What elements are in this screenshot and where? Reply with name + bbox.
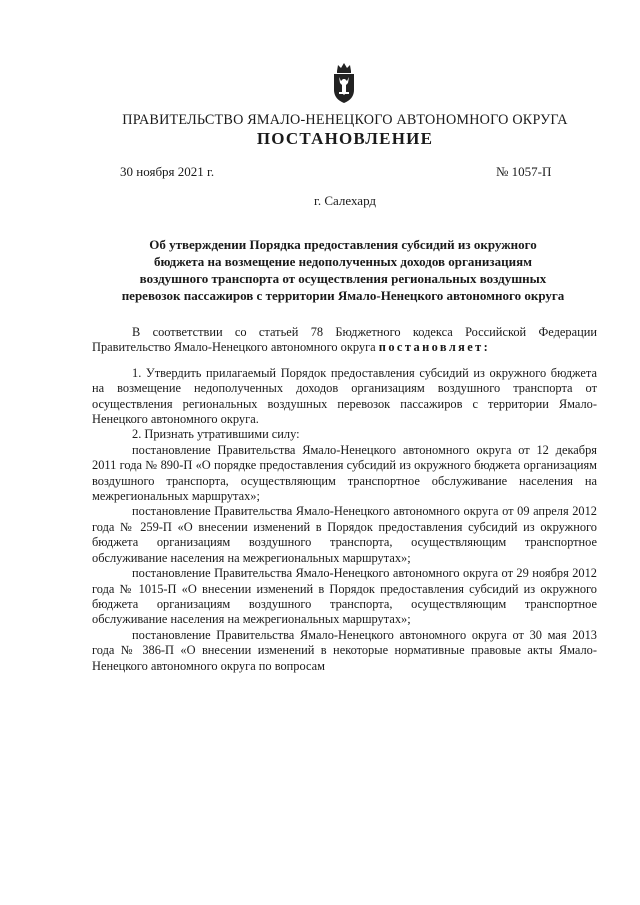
- document-city: г. Салехард: [313, 193, 377, 208]
- document-number: № 1057-П: [496, 164, 552, 179]
- document-body: [92, 325, 597, 674]
- heading-line: бюджета на возмещение недополученных доходов организациям: [153, 254, 533, 269]
- preamble-text: В соответствии со статьей 78 Бюджетного кодекса Российской Федерации Правительство Ямало-Ненецкого автономного округа: [92, 325, 597, 355]
- document-heading: [88, 236, 598, 304]
- body-paragraph: 1. Утвердить прилагаемый Порядок предоставления субсидий из окружного бюджета на возмещение недополученных доходов организациям воздушного транспорта от осуществления региональных воздушных перевозок пассажиров с территории Ямало-Ненецкого автономного округа.: [92, 365, 597, 427]
- document-date: 30 ноября 2021 г.: [120, 164, 215, 179]
- yamal-nenets-coat-of-arms-icon: [332, 62, 356, 104]
- document-type: ПОСТАНОВЛЕНИЕ: [256, 129, 434, 148]
- heading-line: воздушного транспорта от осуществления региональных воздушных: [139, 271, 547, 286]
- body-paragraph: постановление Правительства Ямало-Ненецкого автономного округа от 12 декабря 2011 года № 890-П «О порядке предоставления субсидий из окружного бюджета организациям воздушного транспорта, осуществляющим транспортное обслуживание населения на межрегиональных маршрутах»;: [92, 442, 597, 504]
- body-paragraph: постановление Правительства Ямало-Ненецкого автономного округа от 29 ноября 2012 года № 1015-П «О внесении изменений в Порядок предоставления субсидий из окружного бюджета организациям воздушного транспорта, осуществляющим транспортное обслуживание населения на межрегиональных маршрутах»;: [92, 566, 597, 627]
- government-name: ПРАВИТЕЛЬСТВО ЯМАЛО-НЕНЕЦКОГО АВТОНОМНОГО ОКРУГА: [122, 112, 568, 128]
- body-paragraph: постановление Правительства Ямало-Ненецкого автономного округа от 30 мая 2013 года № 386-П «О внесении изменений в некоторые нормативные правовые акты Ямало-Ненецкого автономного округа по вопросам: [92, 627, 597, 673]
- heading-line: перевозок пассажиров с территории Ямало-Ненецкого автономного округа: [121, 288, 565, 303]
- body-paragraph: 2. Признать утратившими силу:: [132, 427, 300, 442]
- body-paragraph: постановление Правительства Ямало-Ненецкого автономного округа от 09 апреля 2012 года № 259-П «О внесении изменений в Порядок предоставления субсидий из окружного бюджета организациям воздушного транспорта, осуществляющим транспортное обслуживание населения на межрегиональных маршрутах»;: [92, 504, 597, 565]
- resolve-word: постановляет:: [378, 340, 491, 355]
- heading-line: Об утверждении Порядка предоставления субсидий из окружного: [149, 237, 537, 252]
- preamble-paragraph: [92, 325, 597, 356]
